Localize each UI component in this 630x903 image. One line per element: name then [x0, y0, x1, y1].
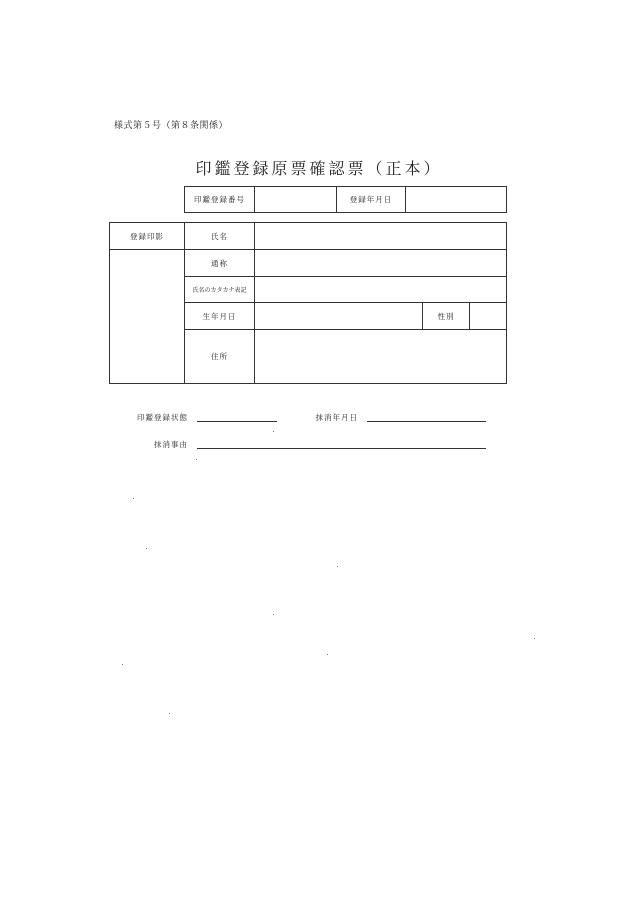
birthdate-label: 生年月日 [185, 303, 255, 330]
scan-speck [169, 713, 170, 714]
scan-speck [122, 664, 123, 665]
address-label: 住所 [185, 330, 255, 384]
scan-speck [337, 566, 338, 567]
seal-impression-label: 登録印影 [110, 223, 185, 250]
form-number-label: 様式第５号（第８条関係） [114, 121, 229, 131]
seal-status-label: 印鑑登録状態 [137, 413, 188, 422]
registration-date-field[interactable] [406, 187, 507, 213]
sex-field[interactable] [470, 303, 507, 330]
scan-speck [273, 431, 274, 432]
name-field[interactable] [255, 223, 507, 250]
document-title: 印鑑登録原票確認票（正本） [195, 159, 443, 178]
seal-status-line[interactable] [197, 421, 277, 422]
alias-label: 通称 [185, 250, 255, 277]
registrant-info-table [109, 222, 507, 384]
katakana-label: 氏名のカタカナ表記 [185, 277, 255, 303]
registration-date-label: 登録年月日 [337, 187, 406, 213]
seal-impression-box [110, 250, 185, 384]
name-label: 氏名 [185, 223, 255, 250]
address-field[interactable] [255, 330, 507, 384]
scan-speck [273, 614, 274, 615]
sex-label: 性別 [423, 303, 470, 330]
scan-speck [146, 548, 147, 549]
registration-number-field[interactable] [255, 187, 337, 213]
cancel-reason-label: 抹消事由 [154, 440, 188, 449]
scan-speck [133, 498, 134, 499]
birthdate-field[interactable] [255, 303, 423, 330]
cancel-date-label: 抹消年月日 [315, 413, 358, 422]
alias-field[interactable] [255, 250, 507, 277]
scan-speck [327, 654, 328, 655]
cancel-date-line[interactable] [367, 421, 486, 422]
registration-number-label: 印鑑登録番号 [185, 187, 255, 213]
katakana-field[interactable] [255, 277, 507, 303]
registration-number-table [184, 186, 507, 213]
cancel-reason-line[interactable] [197, 448, 486, 449]
scan-speck [534, 638, 535, 639]
scan-speck [196, 459, 197, 460]
